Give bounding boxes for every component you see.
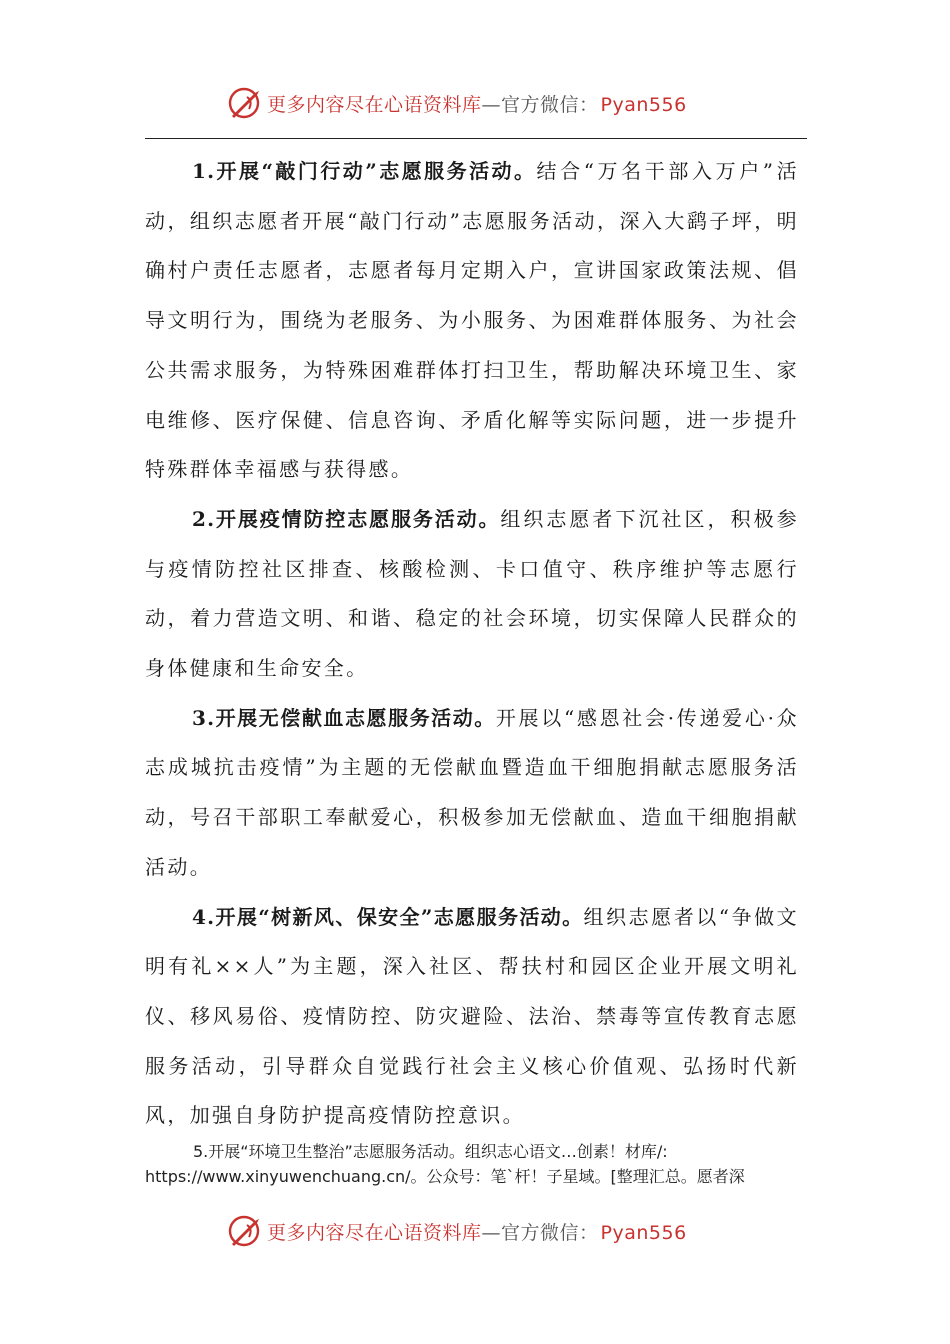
pen-logo-icon [227,85,263,121]
paragraph-heading: 2.开展疫情防控志愿服务活动。 [192,506,501,531]
header-divider [145,138,807,139]
banner-wechat-label: 官方微信： [501,93,599,116]
banner-dash: — [481,93,502,116]
paragraph-4 [145,893,799,1142]
paragraph-heading: 4.开展“树新风、保安全”志愿服务活动。 [192,904,584,929]
pen-logo-icon [227,1213,263,1249]
paragraph-text: 组织志愿者以“争做文明有礼××人”为主题，深入社区、帮扶村和园区企业开展文明礼仪、移风易俗、疫情防控、防灾避险、法治、禁毒等宣传教育志愿服务活动，引导群众自觉践行社会主义核心价值观、弘扬时代新风，加强自身防护提高疫情防控意识。 [145,904,799,1128]
paragraph-1 [145,147,799,495]
paragraph-text: 结合“万名干部入万户”活动，组织志愿者开展“敲门行动”志愿服务活动，深入大鹞子坪，明确村户责任志愿者，志愿者每月定期入户，宣讲国家政策法规、倡导文明行为，围绕为老服务、为小服务、为困难群体服务、为社会公共需求服务，为特殊困难群体打扫卫生，帮助解决环境卫生、家电维修、医疗保健、信息咨询、矛盾化解等实际问题，进一步提升特殊群体幸福感与获得感。 [145,159,799,482]
paragraph-heading: 3.开展无偿献血志愿服务活动。 [192,705,496,730]
paragraph-heading: 1.开展“敲门行动”志愿服务活动。 [192,159,537,183]
header-banner-text [267,90,687,117]
paragraph-text: 开展以“感恩社会·传递爱心·众志成城抗击疫情”为主题的无偿献血暨造血干细胞捐献志愿服务活动，号召干部职工奉献爱心，积极参加无偿献血、造血干细胞捐献活动。 [145,705,799,879]
footer-banner [0,1206,950,1256]
banner-wechat-label: 官方微信： [501,1221,599,1244]
banner-dash: — [481,1221,502,1244]
paragraph-2 [145,495,799,694]
paragraph-3 [145,694,799,893]
banner-main-text: 更多内容尽在心语资料库 [267,93,482,116]
paragraph-text: 组织志愿者下沉社区，积极参与疫情防控社区排查、核酸检测、卡口值守、秩序维护等志愿行动，着力营造文明、和谐、稳定的社会环境，切实保障人民群众的身体健康和生命安全。 [145,506,799,681]
banner-main-text: 更多内容尽在心语资料库 [267,1221,482,1244]
banner-wechat-id: Pyan556 [600,93,687,116]
paragraph-5-small: 5.开展“环境卫生整治”志愿服务活动。组织志心语文…创素！材库/: https://www.xinyuwenchuang.cn/。公众号：笔`杆！子星域。[整理汇总。愿者深 [145,1142,745,1186]
banner-wechat-id: Pyan556 [600,1221,687,1244]
document-body [145,147,799,1141]
footer-banner-text [267,1218,687,1245]
header-banner [0,78,950,128]
